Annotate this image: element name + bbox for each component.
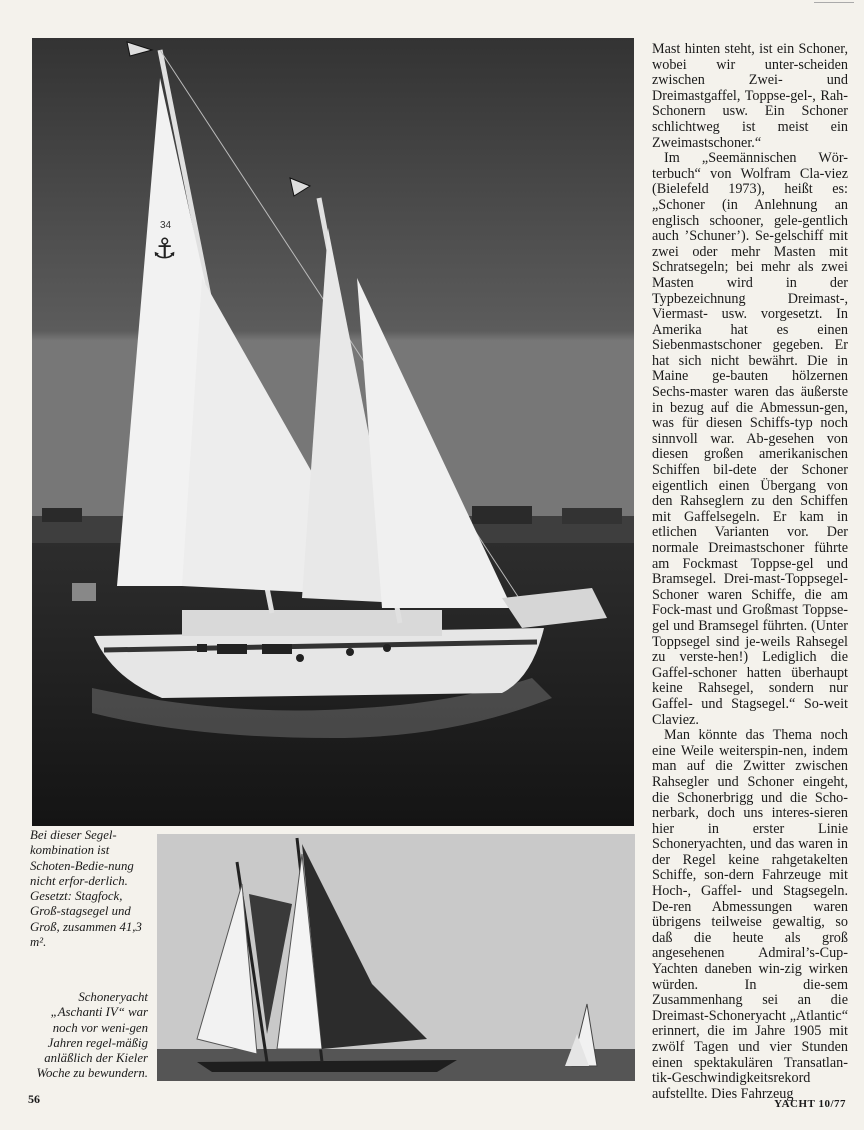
anchor-emblem-icon: ⚓ xyxy=(152,232,178,265)
article-paragraph-1: Mast hinten steht, ist ein Schoner, wobei wir unter-scheiden zwischen Zwei- und Dreimastgaffel, Toppse-gel-, Rah-Schonern usw. Ein Schoner schlichtweg ist meist ein Zweimastschoner.“ xyxy=(652,41,848,151)
schooner-yacht-sailing-photo xyxy=(32,38,634,826)
article-paragraph-2: Im „Seemännischen Wör-terbuch“ von Wolfram Cla-viez (Bielefeld 1973), heißt es: „Schoner (in Anlehnung an englisch schooner, gele-gentlich auch ’Schuner’). Se-gelschiff mit zwei oder mehr Masten mit Schratsegeln; bei mehr als zwei Masten wird in der Typbezeichnung Dreimast-, Viermast- usw. vorgesetzt. In Amerika hat es einen Siebenmastschoner gegeben. Er hat sich nicht bewährt. Die in Maine ge-bauten hölzernen Sechs-master waren das äußerste in bezug auf die Abmessun-gen, was für diesen Schiffs-typ noch sinnvoll war. Ab-gesehen von diesen großen amerikanischen Schiffen bil-dete der Schoner eigentlich einen Übergang von den Rahseglern zu den Schiffen mit Gaffelsegeln. Er kam in etlichen Varianten vor. Der normale Dreimastschoner führte am Fockmast Toppse-gel und Bramsegel. Drei-mast-Toppsegel-Schoner waren Schiffe, die am Fock-mast und Großmast Toppse-gel und Bramsegel führten. (Unter Toppsegel sind je-weils Rahsegel zu verste-hen!) Lediglich die Gaffel-schoner hatten überhaupt keine Rahsegel, sondern nur Gaffel- und Stagsegel.“ So-weit Claviez. xyxy=(652,150,848,728)
page-number: 56 xyxy=(28,1092,40,1106)
sail-number-34: 34 xyxy=(160,220,172,231)
article-column xyxy=(652,42,848,1102)
photo-caption-sail-combination: Bei dieser Segel-kombination ist Schoten-Bedie-nung nicht erfor-derlich. Gesetzt: Stagfock, Groß-stagsegel und Groß, zusammen 41,3 m². xyxy=(30,828,142,950)
schooner-aschanti-iv-photo xyxy=(157,834,635,1081)
photo-caption-aschanti: Schoneryacht „Aschanti IV“ war noch vor weni-gen Jahren regel-mäßig anläßlich der Kieler Woche zu bewundern. xyxy=(36,990,148,1081)
journal-issue-reference: YACHT 10/77 xyxy=(774,1098,846,1110)
top-rule xyxy=(814,2,854,3)
article-paragraph-3: Man könnte das Thema noch eine Weile weiterspin-nen, indem man auf die Zwitter zwischen Rahsegler und Schoner eingeht, die Schonerbrigg und die Scho-nerbark, doch uns interes-sieren hier in erster Linie Schoneryachten, und das waren in der Regel keine rahgetakelten Schiffe, son-dern Fahrzeuge mit Hoch-, Gaffel- und Stagsegeln. De-ren Abmessungen waren übrigens teilweise gewaltig, so daß die heute als groß angesehenen Admiral’s-Cup-Yachten daneben win-zig wirken würden. In die-sem Zusammenhang sei an die Dreimast-Schoneryacht „Atlantic“ erinnert, die im Jahre 1905 mit zwölf Tagen und vier Stunden einen spektakulären Transatlan-tik-Geschwindigkeitsrekord aufstellte. Dies Fahrzeug xyxy=(652,727,848,1102)
